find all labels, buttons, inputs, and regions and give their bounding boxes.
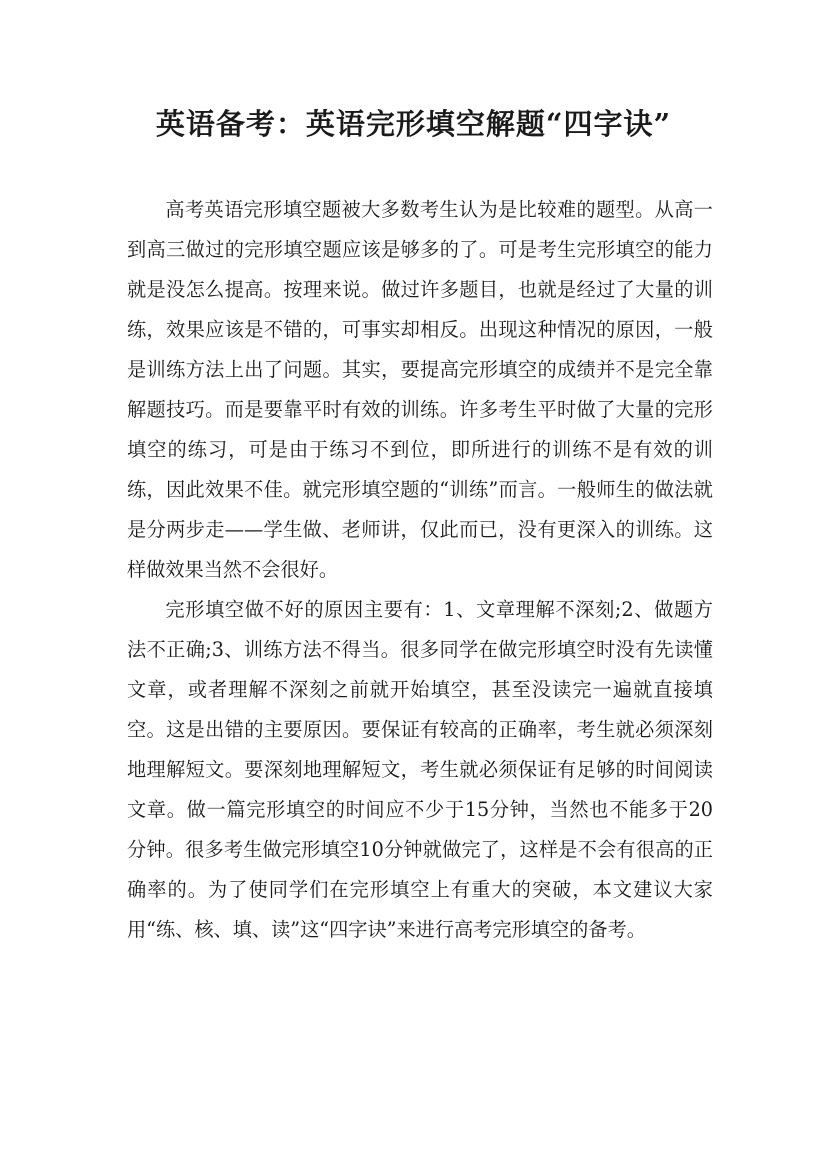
document-title: 英语备考：英语完形填空解题“四字诀”: [155, 107, 672, 141]
paragraph: 高考英语完形填空题被大多数考生认为是比较难的题型。从高一到高三做过的完形填空题应该是够多的了。可是考生完形填空的能力就是没怎么提高。按理来说。做过许多题目，也就是经过了大量的训练，效果应该是不错的，可事实却相反。出现这种情况的原因，一般是训练方法上出了问题。其实，要提高完形填空的成绩并不是完全靠解题技巧。而是要靠平时有效的训练。许多考生平时做了大量的完形填空的练习，可是由于练习不到位，即所进行的训练不是有效的训练，因此效果不佳。就完形填空题的“训练”而言。一般师生的做法就是分两步走——学生做、老师讲，仅此而已，没有更深入的训练。这样做效果当然不会很好。: [127, 198, 713, 581]
paragraph: 完形填空做不好的原因主要有：1、文章理解不深刻;2、做题方法不正确;3、训练方法不得当。很多同学在做完形填空时没有先读懂文章，或者理解不深刻之前就开始填空，甚至没读完一遍就直接填空。这是出错的主要原因。要保证有较高的正确率，考生就必须深刻地理解短文。要深刻地理解短文，考生就必须保证有足够的时间阅读文章。做一篇完形填空的时间应不少于15分钟，当然也不能多于20分钟。很多考生做完形填空10分钟就做完了，这样是不会有很高的正确率的。为了使同学们在完形填空上有重大的突破，本文建议大家用“练、核、填、读”这“四字诀”来进行高考完形填空的备考。: [127, 598, 713, 941]
document-body: [127, 190, 713, 950]
